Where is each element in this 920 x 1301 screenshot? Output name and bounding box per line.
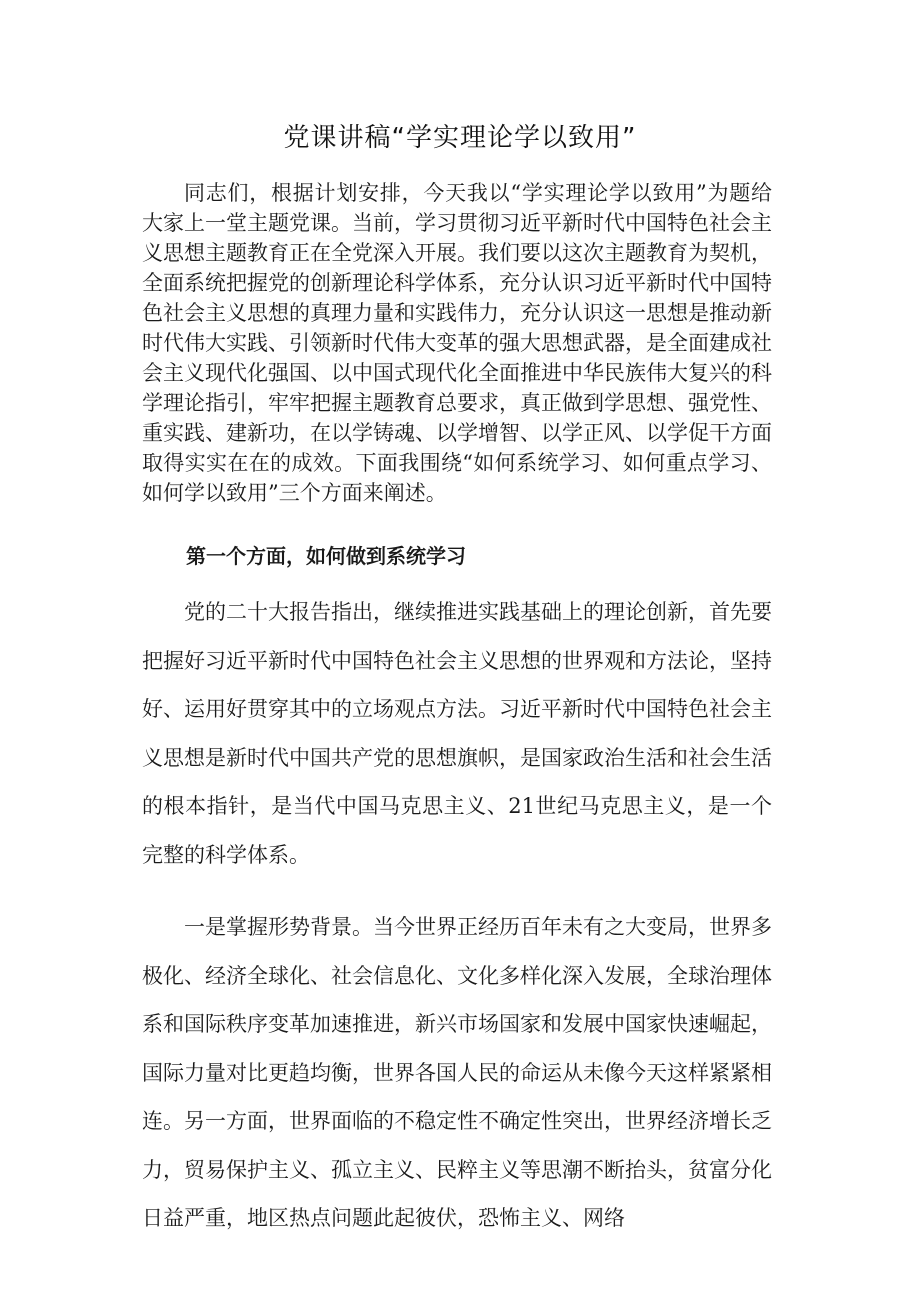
body-paragraph: 党的二十大报告指出，继续推进实践基础上的理论创新，首先要把握好习近平新时代中国特色社会主义思想的世界观和方法论，坚持好、运用好贯穿其中的立场观点方法。习近平新时代中国特色社会主义思想是新时代中国共产党的思想旗帜，是国家政治生活和社会生活的根本指针，是当代中国马克思主义、21世纪马克思主义，是一个完整的科学体系。	[142, 600, 772, 867]
body-paragraph: 一是掌握形势背景。当今世界正经历百年未有之大变局，世界多极化、经济全球化、社会信息化、文化多样化深入发展，全球治理体系和国际秩序变革加速推进，新兴市场国家和发展中国家快速崛起，国际力量对比更趋均衡，世界各国人民的命运从未像今天这样紧紧相连。另一方面，世界面临的不稳定性不确定性突出，世界经济增长乏力，贸易保护主义、孤立主义、民粹主义等思潮不断抬头，贫富分化日益严重，地区热点问题此起彼伏，恐怖主义、网络	[142, 915, 772, 1230]
spacer	[142, 508, 772, 540]
spacer	[142, 572, 772, 588]
spacer	[142, 879, 772, 903]
document-body	[142, 178, 772, 1243]
intro-paragraph: 同志们，根据计划安排，今天我以“学实理论学以致用”为题给大家上一堂主题党课。当前，学习贯彻习近平新时代中国特色社会主义思想主题教育正在全党深入开展。我们要以这次主题教育为契机，全面系统把握党的创新理论科学体系，充分认识习近平新时代中国特色社会主义思想的真理力量和实践伟力，充分认识这一思想是推动新时代伟大实践、引领新时代伟大变革的强大思想武器，是全面建成社会主义现代化强国、以中国式现代化全面推进中华民族伟大复兴的科学理论指引，牢牢把握主题教育总要求，真正做到学思想、强党性、重实践、建新功，在以学铸魂、以学增智、以学正风、以学促干方面取得实实在在的成效。下面我围绕“如何系统学习、如何重点学习、如何学以致用”三个方面来阐述。	[142, 181, 772, 505]
document-title: 党课讲稿“学实理论学以致用”	[283, 123, 637, 153]
section-heading: 第一个方面，如何做到系统学习	[186, 544, 466, 568]
